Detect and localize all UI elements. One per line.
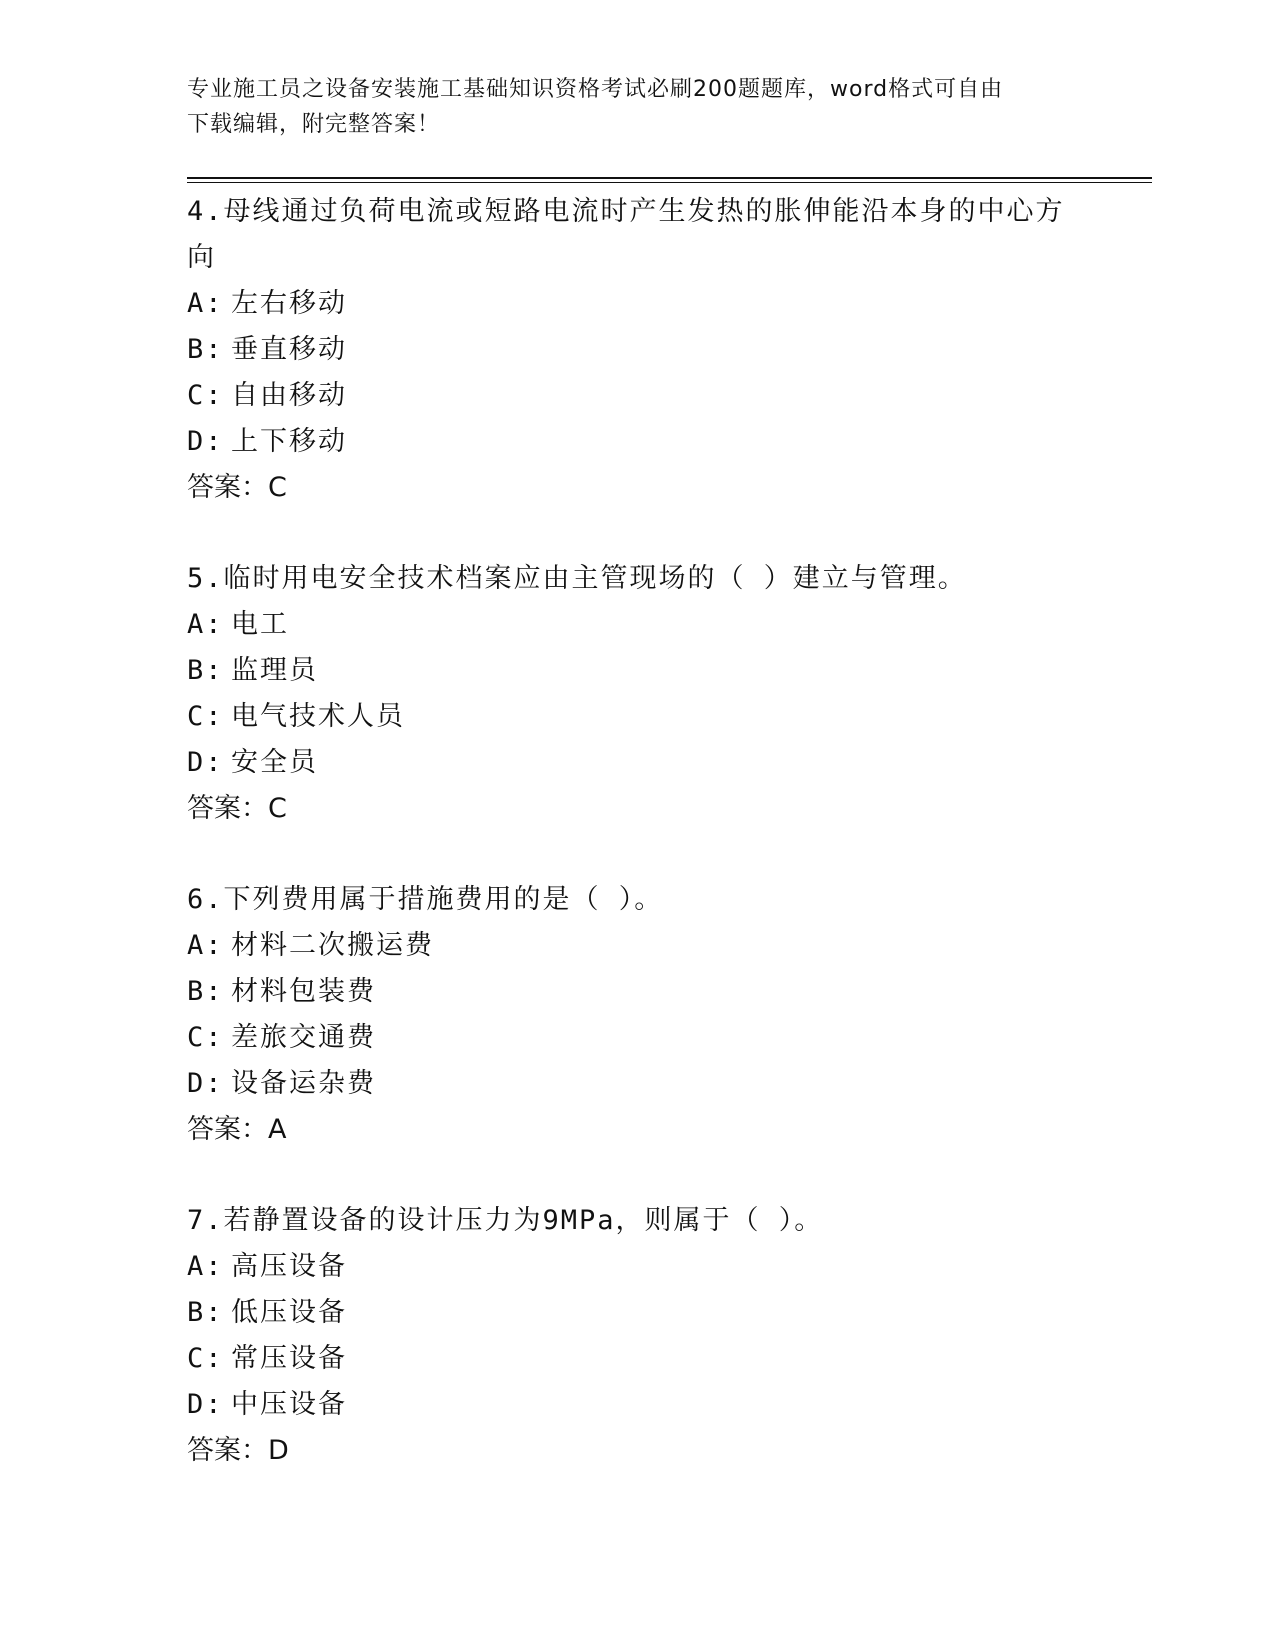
question-stem: 6.下列费用属于措施费用的是（ ）。 [187, 884, 664, 915]
option-text: 监理员 [231, 655, 318, 686]
option-text: 材料二次搬运费 [231, 930, 434, 961]
option-key: C: [187, 701, 224, 732]
option-text: 高压设备 [231, 1251, 347, 1282]
header-divider-thick [187, 177, 1152, 179]
option-key: D: [187, 426, 224, 457]
question-6 [187, 877, 1067, 1153]
question-stem: 5.临时用电安全技术档案应由主管现场的（ ）建立与管理。 [187, 563, 967, 594]
option-text: 电气技术人员 [231, 701, 405, 732]
option-key: A: [187, 609, 224, 640]
header-divider-thin [187, 182, 1152, 183]
option-key: A: [187, 288, 224, 319]
option-b [187, 1290, 1067, 1336]
option-c [187, 1015, 1067, 1061]
option-a [187, 1244, 1067, 1290]
question-7 [187, 1198, 1067, 1474]
question-stem-continued: 向 [187, 242, 216, 273]
option-text: 电工 [231, 609, 289, 640]
document-header [187, 72, 1067, 142]
option-text: 上下移动 [231, 426, 347, 457]
option-text: 差旅交通费 [231, 1022, 376, 1053]
option-text: 材料包装费 [231, 976, 376, 1007]
answer-line: 答案：D [187, 1435, 289, 1466]
question-5 [187, 556, 1067, 832]
option-a [187, 602, 1067, 648]
option-key: A: [187, 930, 224, 961]
option-key: C: [187, 1343, 224, 1374]
option-b [187, 969, 1067, 1015]
option-key: B: [187, 334, 224, 365]
option-key: B: [187, 976, 224, 1007]
question-4 [187, 189, 1067, 511]
option-key: D: [187, 1389, 224, 1420]
option-text: 低压设备 [231, 1297, 347, 1328]
answer-line: 答案：C [187, 472, 287, 503]
option-b [187, 327, 1067, 373]
header-line-1: 专业施工员之设备安装施工基础知识资格考试必刷200题题库，word格式可自由 [187, 77, 1004, 102]
option-c [187, 373, 1067, 419]
option-d [187, 740, 1067, 786]
option-d [187, 419, 1067, 465]
question-list [187, 189, 1067, 1519]
option-key: D: [187, 747, 224, 778]
option-key: D: [187, 1068, 224, 1099]
question-stem: 4.母线通过负荷电流或短路电流时产生发热的胀伸能沿本身的中心方 [187, 196, 1065, 227]
answer-line: 答案：A [187, 1114, 287, 1145]
option-d [187, 1382, 1067, 1428]
option-c [187, 694, 1067, 740]
option-text: 垂直移动 [231, 334, 347, 365]
option-text: 安全员 [231, 747, 318, 778]
option-text: 中压设备 [231, 1389, 347, 1420]
answer-line: 答案：C [187, 793, 287, 824]
option-text: 常压设备 [231, 1343, 347, 1374]
option-key: C: [187, 1022, 224, 1053]
option-key: B: [187, 655, 224, 686]
option-key: C: [187, 380, 224, 411]
option-text: 左右移动 [231, 288, 347, 319]
header-line-2: 下载编辑，附完整答案！ [187, 112, 441, 137]
option-a [187, 923, 1067, 969]
option-key: A: [187, 1251, 224, 1282]
option-text: 设备运杂费 [231, 1068, 376, 1099]
option-key: B: [187, 1297, 224, 1328]
option-a [187, 281, 1067, 327]
option-b [187, 648, 1067, 694]
option-c [187, 1336, 1067, 1382]
option-text: 自由移动 [231, 380, 347, 411]
question-stem: 7.若静置设备的设计压力为9MPa，则属于（ ）。 [187, 1205, 824, 1236]
option-d [187, 1061, 1067, 1107]
